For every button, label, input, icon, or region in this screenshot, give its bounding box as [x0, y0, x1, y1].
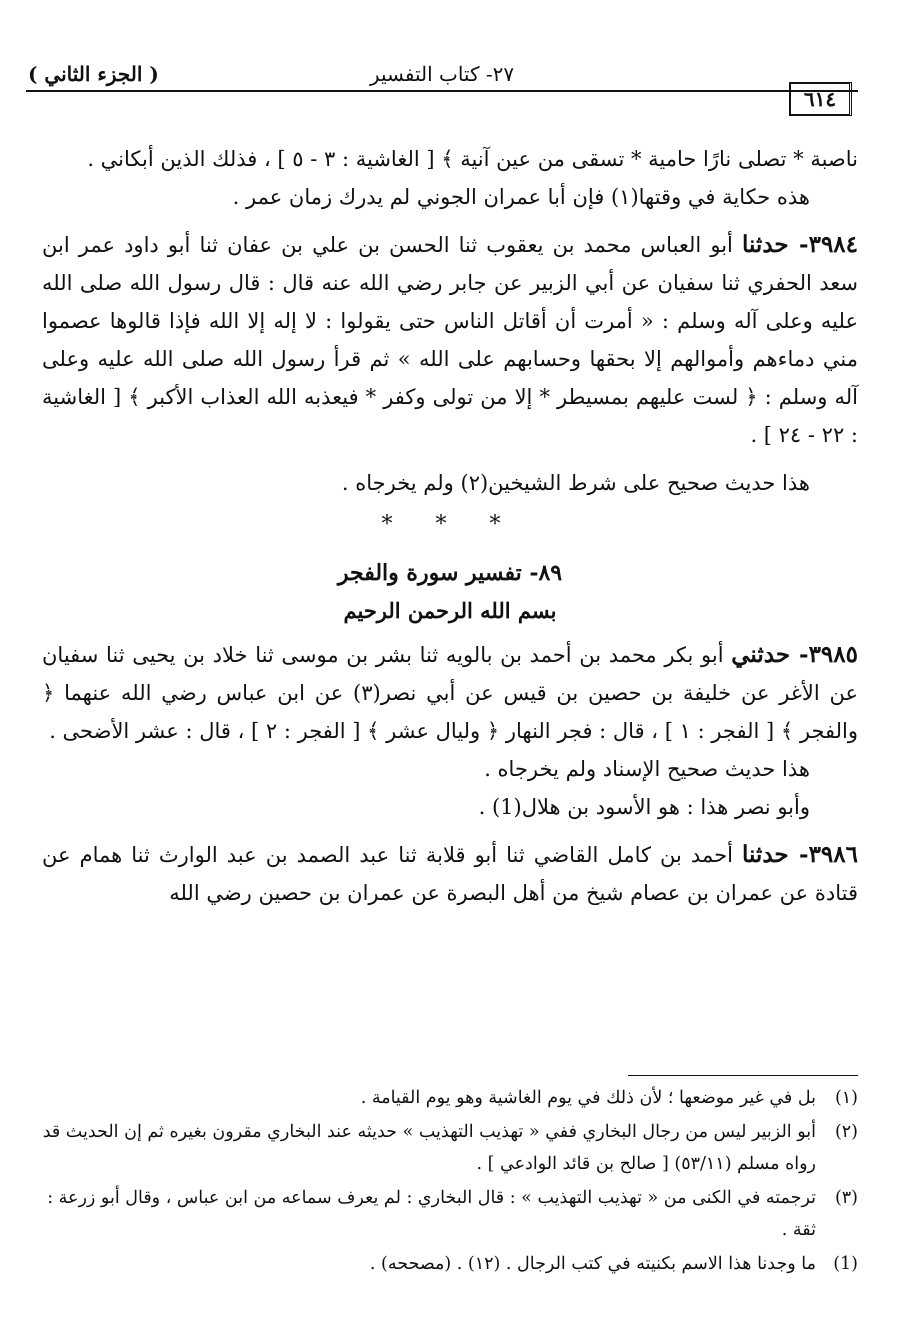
- section-separator: * * *: [381, 512, 519, 537]
- footnotes: [42, 1082, 858, 1282]
- page-header: [26, 60, 858, 92]
- footnote-number: (٣): [834, 1188, 858, 1208]
- paragraph-continuation: ناصبة * تصلى نارًا حامية * تسقى من عين آنية ﴾ [ الغاشية : ٣ - ٥ ] ، فذلك الذين أبكاني .: [87, 147, 858, 171]
- narrator-note: وأبو نصر هذا : هو الأسود بن هلال(1) .: [478, 795, 810, 819]
- footnote-number: (٢): [834, 1122, 858, 1142]
- page-number: ٦١٤: [789, 82, 852, 116]
- footnote-text: بل في غير موضعها ؛ لأن ذلك في يوم الغاشية وهو يوم القيامة .: [360, 1088, 816, 1108]
- hadith-text: أبو بكر محمد بن أحمد بن بالويه ثنا بشر بن موسى ثنا خلاد بن يحيى ثنا سفيان عن الأغر عن خليفة بن حصين بن قيس عن أبي نصر(٣) عن ابن عباس رضي الله عنهما ﴿ والفجر ﴾ [ الفجر : ١ ] ، قال : فجر النهار ﴿ وليال عشر ﴾ [ الفجر : ٢ ] ، قال : عشر الأضحى .: [42, 643, 858, 743]
- footnote: [42, 1182, 858, 1246]
- hadith-number: ٣٩٨٦- حدثنا: [741, 841, 858, 868]
- hadith-number: ٣٩٨٤- حدثنا: [741, 231, 859, 258]
- hadith-3984: [42, 226, 858, 454]
- basmala: بسم الله الرحمن الرحيم: [343, 598, 557, 623]
- footnote: [42, 1082, 858, 1114]
- hadith-3986: [42, 836, 858, 912]
- hadith-text: أحمد بن كامل القاضي ثنا أبو قلابة ثنا عبد الصمد بن عبد الوارث ثنا همام عن قتادة عن عمران بن عصام شيخ من أهل البصرة عن عمران بن حصين رضي الله: [42, 843, 858, 905]
- footnote: [42, 1248, 858, 1280]
- chapter-title: ٨٩- تفسير سورة والفجر: [337, 560, 563, 586]
- footnote-divider: [628, 1075, 858, 1076]
- main-text: [42, 140, 858, 912]
- footnote: [42, 1116, 858, 1180]
- footnote-number: (1): [833, 1254, 858, 1274]
- footnote-number: (١): [834, 1088, 858, 1108]
- paragraph-commentary: هذه حكاية في وقتها(١) فإن أبا عمران الجوني لم يدرك زمان عمر .: [232, 185, 810, 209]
- volume-label: ( الجزء الثاني ): [28, 62, 159, 86]
- book-title: ٢٧- كتاب التفسير: [369, 62, 515, 86]
- footnote-text: أبو الزبير ليس من رجال البخاري ففي « تهذيب التهذيب » حديثه عند البخاري مقرون بغيره ثم إن الحديث قد رواه مسلم (٥٣/١١) [ صالح بن قائد الوادعي ] .: [42, 1122, 816, 1174]
- hadith-grade: هذا حديث صحيح الإسناد ولم يخرجاه .: [484, 757, 810, 781]
- hadith-grade: هذا حديث صحيح على شرط الشيخين(٢) ولم يخرجاه .: [341, 471, 810, 495]
- footnote-text: ترجمته في الكنى من « تهذيب التهذيب » : قال البخاري : لم يعرف سماعه من ابن عباس ، وقال أبو زرعة : ثقة .: [47, 1188, 816, 1240]
- footnote-text: ما وجدنا هذا الاسم بكنيته في كتب الرجال . (١٢) . (مصححه) .: [369, 1254, 816, 1274]
- hadith-number: ٣٩٨٥- حدثني: [731, 641, 858, 668]
- hadith-3985: [42, 636, 858, 750]
- hadith-text: أبو العباس محمد بن يعقوب ثنا الحسن بن علي بن عفان ثنا أبو داود عمر ابن سعد الحفري ثنا سفيان عن أبي الزبير عن جابر رضي الله عنه قال : قال رسول الله صلى الله عليه وعلى آله وسلم : « أمرت أن أقاتل الناس حتى يقولوا : لا إله إلا الله فإذا قالوها عصموا مني دماءهم وأموالهم إلا بحقها وحسابهم على الله » ثم قرأ رسول الله صلى الله عليه وعلى آله وسلم : ﴿ لست عليهم بمسيطر * إلا من تولى وكفر * فيعذبه الله العذاب الأكبر ﴾ [ الغاشية : ٢٢ - ٢٤ ] .: [42, 233, 858, 447]
